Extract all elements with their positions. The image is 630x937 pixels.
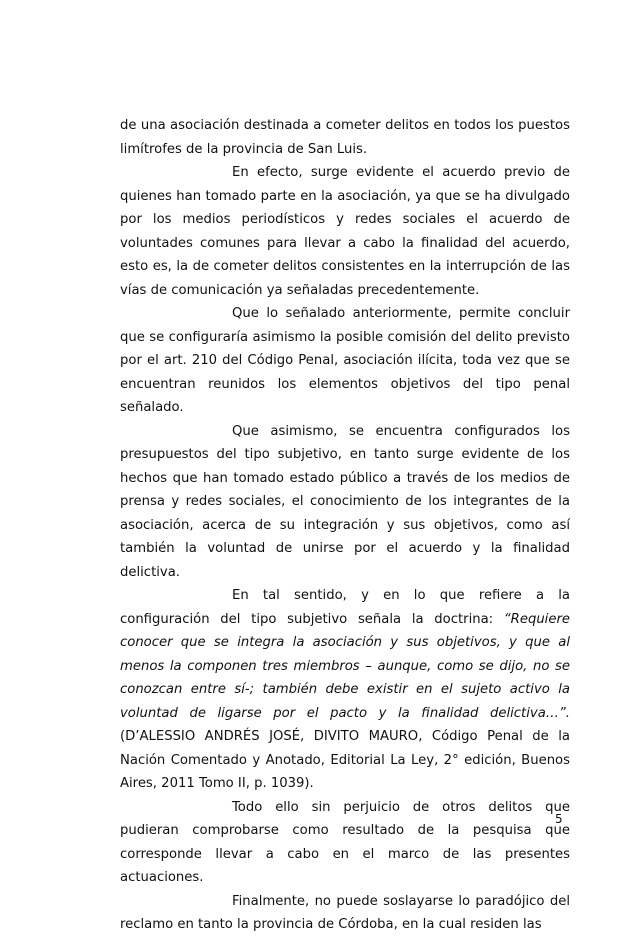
doctrine-quote: “Requiere conocer que se integra la asociación y sus objetivos, y que al menos la componen tres miembros – aunque, como se dijo, no se conozcan entre sí-; también debe existir en el sujeto activo la voluntad de ligarse por el pacto y la finalidad delictiva…”.	[120, 611, 570, 721]
page-number: 5	[555, 812, 563, 826]
paragraph-1: de una asociación destinada a cometer delitos en todos los puestos limítrofes de la provincia de San Luis.	[120, 118, 570, 157]
citation: (D’ALESSIO ANDRÉS JOSÉ, DIVITO MAURO, Código Penal de la Nación Comentado y Anotado, Editorial La Ley, 2° edición, Buenos Aires, 2011 Tomo II, p. 1039).	[120, 729, 570, 791]
document-body	[120, 114, 570, 937]
paragraph-6: Todo ello sin perjuicio de otros delitos que pudieran comprobarse como resultado de la pesquisa que corresponde llevar a cabo en el marco de las presentes actuaciones.	[120, 799, 570, 885]
paragraph-7: Finalmente, no puede soslayarse lo paradójico del reclamo en tanto la provincia de Córdoba, en la cual residen las	[120, 893, 570, 932]
paragraph-5	[120, 584, 570, 796]
paragraph-2: En efecto, surge evidente el acuerdo previo de quienes han tomado parte en la asociación, ya que se ha divulgado por los medios periodísticos y redes sociales el acuerdo de voluntades comunes para llevar a cabo la finalidad del acuerdo, esto es, la de cometer delitos consistentes en la interrupción de las vías de comunicación ya señaladas precedentemente.	[120, 165, 570, 298]
paragraph-3: Que lo señalado anteriormente, permite concluir que se configuraría asimismo la posible comisión del delito previsto por el art. 210 del Código Penal, asociación ilícita, toda vez que se encuentran reunidos los elementos objetivos del tipo penal señalado.	[120, 306, 570, 415]
paragraph-5-intro: En tal sentido, y en lo que refiere a la configuración del tipo subjetivo señala la doctrina:	[120, 588, 570, 627]
paragraph-4: Que asimismo, se encuentra configurados los presupuestos del tipo subjetivo, en tanto surge evidente de los hechos que han tomado estado público a través de los medios de prensa y redes sociales, el conocimiento de los integrantes de la asociación, acerca de su integración y sus objetivos, como así también la voluntad de unirse por el acuerdo y la finalidad delictiva.	[120, 423, 570, 580]
